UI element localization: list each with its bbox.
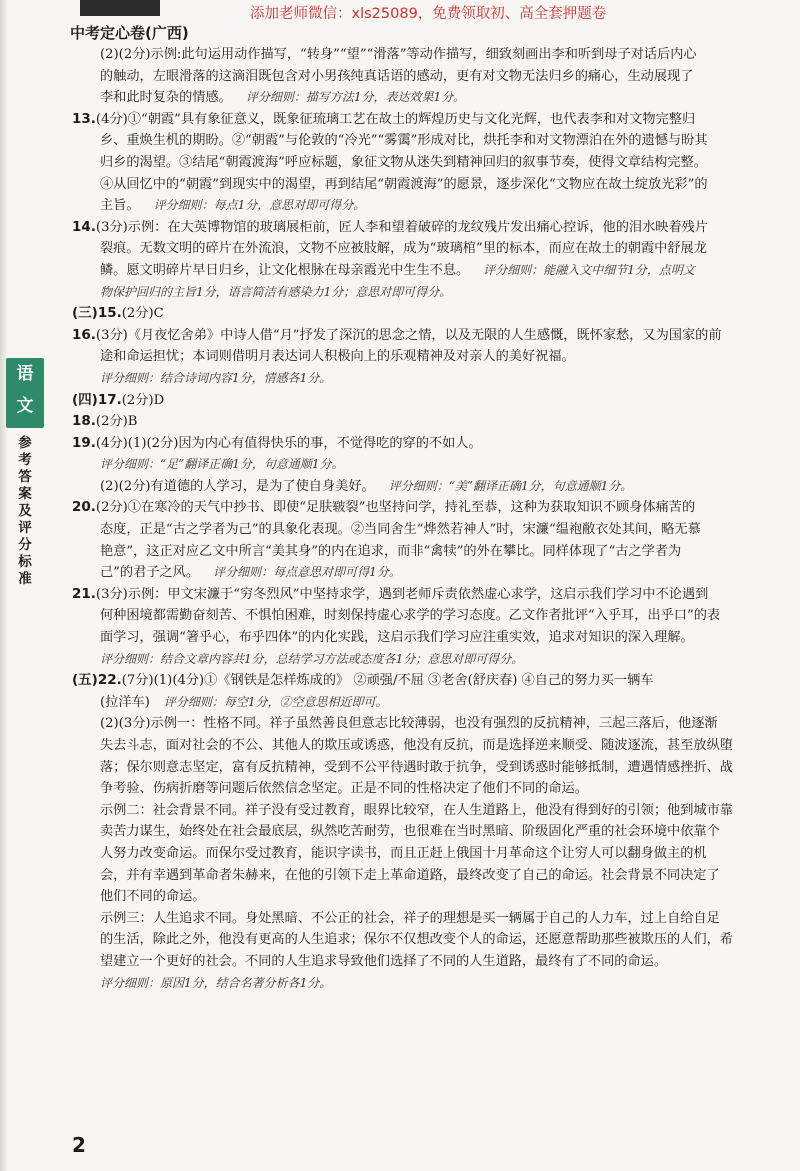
page-number: 2: [72, 1133, 86, 1157]
answer-line: [72, 195, 772, 217]
answer-text: 主旨。: [100, 198, 140, 214]
answer-line: [72, 282, 772, 304]
answer-line: [72, 44, 772, 66]
answer-text: (2分)B: [95, 414, 138, 430]
answer-line: [72, 735, 772, 757]
answer-line: [72, 433, 772, 455]
answer-text: 鳞。愿文明碎片早日归乡，让文化根脉在母亲霞光中生生不息。: [100, 262, 470, 278]
answer-line: [72, 411, 772, 433]
answer-text: (4分)①“朝霞”具有象征意义，既象征琉璃工艺在故土的辉煌历史与文化光辉，也代表李和对文物完整归: [95, 111, 696, 127]
section-label-char: 参: [18, 435, 32, 451]
answer-text: (拉洋车): [100, 694, 150, 710]
answer-line: [72, 692, 772, 714]
binding-mark: [80, 0, 160, 16]
answer-line: [72, 951, 772, 973]
answer-text: (4分)(1)(2分)因为内心有值得快乐的事，不觉得吃的穿的不如人。: [95, 435, 482, 451]
answer-text: 途和命运担忧；本词则借明月表达词人积极向上的乐观精神及对亲人的美好祝福。: [100, 349, 575, 365]
answer-text: (3分)示例：在大英博物馆的玻璃展柜前，匠人李和望着破碎的龙纹残片发出痛心控诉，他的泪水映着残片: [95, 219, 709, 235]
answer-line: [72, 865, 772, 887]
answer-line: [72, 130, 772, 152]
question-number: 19.: [72, 434, 96, 451]
answer-text: 失去斗志，面对社会的不公、其他人的欺压或诱惑，他没有反抗，而是选择逆来顺受、随波逐流，甚至放纵堕: [100, 738, 733, 753]
answer-line: [72, 908, 772, 930]
answer-text: 示例三：人生追求不同。身处黑暗、不公正的社会，祥子的理想是买一辆属于自己的人力车，过上自给自足: [100, 910, 720, 926]
answer-line: [72, 519, 772, 541]
answer-line: [72, 605, 772, 627]
answer-text: (2)(3分)示例一：性格不同。祥子虽然善良但意志比较薄弱，也没有强烈的反抗精神，三起三落后，他逐渐: [100, 716, 718, 732]
answer-text: 裂痕。无数文明的碎片在外流浪，文物不应被肢解，成为“玻璃棺”里的标本，而应在故土的朝霞中舒展龙: [100, 241, 707, 257]
section-label-char: 分: [18, 537, 32, 553]
scoring-rule: 评分细则：“足”翻译正确1分，句意通顺1分。: [100, 457, 344, 472]
answer-text: (2)(2分)示例:此句运用动作描写，“转身”“望”“滑落”等动作描写，细致刻画出李和听到母子对话后内心: [100, 47, 697, 62]
answer-text: 归乡的渴望。③结尾“朝霞渡海”呼应标题，象征文物从迷失到精神回归的叙事节奏，使得文章结构完整。: [100, 154, 707, 170]
answer-line: [72, 454, 772, 476]
subject-tab: [6, 358, 44, 428]
question-number: 13.: [72, 110, 96, 127]
answer-line: [72, 562, 772, 584]
answer-text: 示例二：社会背景不同。祥子没有受过教育，眼界比较窄，在人生道路上，他没有得到好的引领；他到城市靠: [100, 802, 733, 818]
answer-text: 面学习，强调“箸乎心，布乎四体”的内化实践，这启示我们学习应注重实效，追求对知识的深入理解。: [100, 630, 694, 646]
answer-text: 李和此时复杂的情感。: [100, 90, 232, 106]
answer-text: (2分)C: [121, 306, 164, 322]
scoring-rule: 评分细则：“美”翻译正确1分，句意通顺1分。: [388, 478, 633, 493]
question-number: (三)15.: [72, 305, 122, 322]
answer-line: [72, 109, 772, 131]
answer-line: [72, 66, 772, 88]
scoring-rule: 评分细则：每空1分，②空意思相近即可。: [163, 694, 388, 709]
section-label-char: 答: [18, 469, 32, 485]
section-label-char: 考: [18, 452, 32, 468]
answer-line: [72, 217, 772, 239]
answer-line: [72, 476, 772, 498]
answer-text: (7分)(1)(4分)①《钢铁是怎样炼成的》 ②顽强/不屈 ③老舍(舒庆春) ④自己的努力买一辆车: [121, 673, 654, 689]
scoring-rule: 评分细则：结合诗词内容1分，情感各1分。: [100, 370, 332, 385]
scoring-rule: 评分细则：原因1分，结合名著分析各1分。: [100, 975, 332, 990]
question-number: 14.: [72, 218, 96, 235]
answer-text: 落；保尔则意志坚定，富有反抗精神，受到不公平待遇时敢于抗争，受到诱惑时能够抵制，遭遇情感挫折、战: [100, 759, 733, 775]
answer-line: [72, 87, 772, 109]
answer-line: [72, 238, 772, 260]
question-number: 21.: [72, 585, 96, 602]
answer-text: 人努力改变命运。而保尔受过教育，能识字读书，而且正赶上俄国十月革命这个让穷人可以翻身做主的机: [100, 845, 707, 861]
answer-text: 他们不同的命运。: [100, 889, 206, 905]
answer-text: (2分)D: [121, 392, 165, 408]
answer-text: 的触动，左眼滑落的这滴泪既包含对小男孩纯真话语的感动，更有对文物无法归乡的痛心，生动展现了: [100, 68, 694, 84]
question-number: 20.: [72, 499, 96, 516]
answer-text: 的生活，除此之外，他没有更高的人生追求；保尔不仅想改变个人的命运，还愿意帮助那些被欺压的人们，希: [100, 932, 733, 948]
section-label-char: 准: [18, 571, 32, 587]
answer-line: [72, 390, 772, 412]
answer-text: 何种困境都需勤奋刻苦、不惧怕困难，时刻保持虚心求学的学习态度。乙文作者批评“入乎耳，出乎口”的表: [100, 608, 721, 624]
answer-text: 乡、重焕生机的期盼。②“朝霞”与伦敦的“冷光”“雾霭”形成对比，烘托李和对文物漂泊在外的遗憾与盼其: [100, 133, 708, 149]
answer-text: 会，并有幸遇到革命者朱赫来，在他的引领下走上革命道路，最终改变了自己的命运。社会背景不同决定了: [100, 867, 720, 883]
question-number: 16.: [72, 326, 96, 343]
answer-line: [72, 325, 772, 347]
answer-line: [72, 627, 772, 649]
answer-line: [72, 757, 772, 779]
subject-char-2: 文: [16, 396, 34, 416]
answer-line: [72, 497, 772, 519]
answer-text: (2)(2分)有道德的人学习，是为了使自身美好。: [100, 478, 375, 494]
answer-line: [72, 778, 772, 800]
scoring-rule: 物保护回归的主旨1分，语言简洁有感染力1分；意思对即可得分。: [100, 284, 452, 299]
answer-line: [72, 821, 772, 843]
answer-text: (3分)《月夜忆舍弟》中诗人借“月”抒发了深沉的思念之情，以及无限的人生感慨，既怀家愁，又为国家的前: [95, 327, 722, 343]
section-label: [13, 435, 37, 588]
answer-text: 艳意”，这正对应乙文中所言“美其身”的内在追求，而非“禽犊”的外在攀比。同样体现了“古之学者为: [100, 543, 682, 559]
answer-line: [72, 368, 772, 390]
answer-line: [72, 800, 772, 822]
watermark-text: 添加老师微信：xls25089，免费领取初、高全套押题卷: [250, 6, 607, 22]
answer-line: [72, 713, 772, 735]
answer-line: [72, 346, 772, 368]
answer-text: 争考验、伤病折磨等问题后依然信念坚定。正是不同的性格决定了他们不同的命运。: [100, 781, 588, 797]
answer-text: ④从回忆中的“朝霞”到现实中的渴望，再到结尾“朝霞渡海”的愿景，逐步深化“文物应在故土绽放光彩”的: [100, 176, 708, 192]
answer-line: [72, 670, 772, 692]
question-number: 18.: [72, 413, 96, 430]
answer-line: [72, 303, 772, 325]
answer-text: (2分)①在寒冷的天气中抄书、即使“足肤皲裂”也坚持问学，持礼至恭，这种为获取知识不顾身体痛苦的: [95, 500, 696, 516]
page-header: 中考定心卷(广西): [70, 24, 189, 42]
answer-text: 己”的君子之风。: [100, 565, 200, 581]
answer-line: [72, 886, 772, 908]
answer-text: (3分)示例：甲文宋濂于“穷冬烈风”中坚持求学，遇到老师斥责依然虚心求学，这启示我们学习中不论遇到: [95, 586, 709, 602]
answer-line: [72, 541, 772, 563]
question-number: (四)17.: [72, 391, 122, 408]
answer-line: [72, 843, 772, 865]
question-number: (五)22.: [72, 672, 122, 689]
answer-text: 望建立一个更好的社会。不同的人生追求导致他们选择了不同的人生道路，最终有了不同的命运。: [100, 953, 668, 969]
answer-line: [72, 584, 772, 606]
answer-line: [72, 174, 772, 196]
answer-text: 卖苦力谋生，始终处在社会最底层，纵然吃苦耐劳，也很难在当时黑暗、阶级固化严重的社会环境中依靠个: [100, 824, 720, 840]
section-label-char: 及: [18, 503, 32, 519]
answer-line: [72, 260, 772, 282]
answer-text: 态度，正是“古之学者为己”的具象化表现。②当同舍生“烨然若神人”时，宋濂“缊袍敝衣处其间，略无慕: [100, 522, 701, 538]
answer-content: [72, 44, 772, 994]
answer-line: [72, 973, 772, 995]
scoring-rule: 评分细则：每点1分，意思对即可得分。: [153, 198, 366, 213]
scoring-rule: 评分细则：结合文章内容共1分，总结学习方法或态度各1分；意思对即可得分。: [100, 651, 524, 666]
page-edge-shadow: [0, 0, 8, 1171]
answer-line: [72, 152, 772, 174]
scoring-rule: 评分细则：描写方法1分，表达效果1分。: [245, 90, 466, 105]
scoring-rule: 评分细则：能融入文中细节1分，点明文: [483, 262, 695, 277]
answer-line: [72, 929, 772, 951]
scoring-rule: 评分细则：每点意思对即可得1分。: [213, 565, 401, 580]
section-label-char: 评: [18, 520, 32, 536]
subject-char-1: 语: [16, 364, 34, 384]
section-label-char: 案: [18, 486, 32, 502]
section-label-char: 标: [18, 554, 32, 570]
answer-line: [72, 649, 772, 671]
